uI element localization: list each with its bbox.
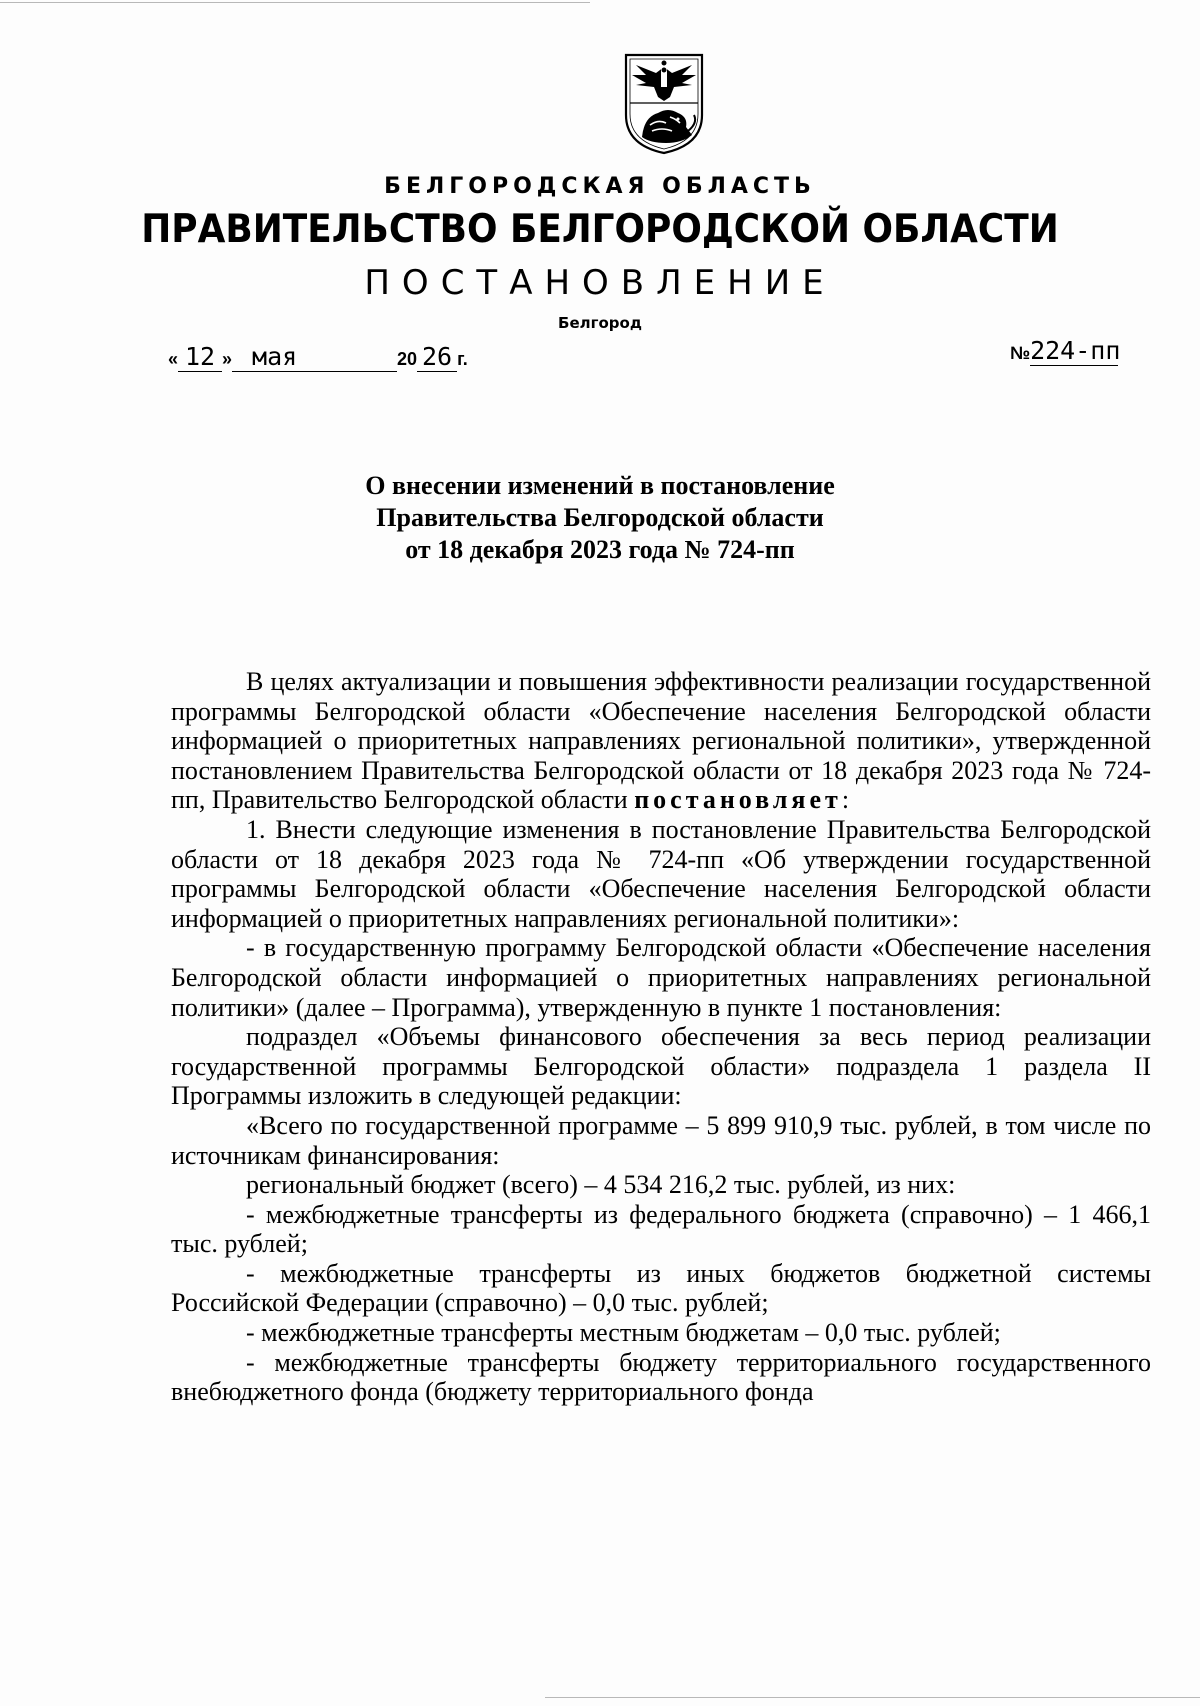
date-close-quote: » [222, 349, 233, 369]
date-month: мая [232, 342, 397, 372]
document-type-heading: ПОСТАНОВЛЕНИЕ [364, 263, 836, 303]
body-paragraph: подраздел «Объемы финансового обеспечения за весь период реализации государственной программы Белгородской области» подраздела 1 раздела II Программы изложить в следующей редакции: [171, 1022, 1151, 1111]
document-body [171, 667, 1151, 1407]
body-paragraph: «Всего по государственной программе – 5 899 910,9 тыс. рублей, в том числе по источникам финансирования: [171, 1110, 1151, 1170]
title-line: О внесении изменений в постановление [365, 471, 835, 500]
number-sign: № [1010, 343, 1031, 363]
date-open-quote: « [168, 349, 179, 369]
body-paragraph: - межбюджетные трансферты из иных бюджетов бюджетной системы Российской Федерации (справочно) – 0,0 тыс. рублей; [171, 1258, 1151, 1318]
city-label: Белгород [558, 314, 642, 332]
paragraph-text: В целях актуализации и повышения эффективности реализации государственной программы Белгородской области «Обеспечение населения Белгородской области информацией о приоритетных направлениях региональной политики», утвержденной постановлением Правительства Белгородской области от 18 декабря 2023 года № 724-пп, Правительство Белгородской области [171, 667, 1151, 815]
date-year-prefix: 20 [397, 349, 418, 369]
title-line: от 18 декабря 2023 года № 724-пп [405, 535, 795, 564]
title-line: Правительства Белгородской области [376, 503, 824, 532]
government-heading: ПРАВИТЕЛЬСТВО БЕЛГОРОДСКОЙ ОБЛАСТИ [141, 207, 1059, 252]
body-paragraph [171, 667, 1151, 815]
coat-of-arms-icon [622, 53, 706, 155]
date-year-mark: г. [457, 349, 468, 369]
body-paragraph: 1. Внести следующие изменения в постановление Правительства Белгородской области от 18 декабря 2023 года № 724-пп «Об утверждении государственной программы Белгородской области «Обеспечение населения Белгородской области информацией о приоритетных направлениях региональной политики»: [171, 814, 1151, 933]
document-date [168, 342, 468, 372]
body-paragraph: - в государственную программу Белгородской области «Обеспечение населения Белгородской области информацией о приоритетных направлениях региональной политики» (далее – Программа), утвержденную в пункте 1 постановления: [171, 933, 1151, 1022]
body-paragraph: - межбюджетные трансферты бюджету территориального государственного внебюджетного фонда (бюджету территориального фонда [171, 1347, 1151, 1407]
document-title [0, 470, 1200, 566]
region-heading: БЕЛГОРОДСКАЯ ОБЛАСТЬ [384, 174, 816, 199]
paragraph-end: : [841, 785, 850, 815]
body-paragraph: - межбюджетные трансферты местным бюджетам – 0,0 тыс. рублей; [246, 1318, 1001, 1348]
scan-edge-line [0, 2, 590, 3]
resolution-word: постановляет [634, 785, 842, 815]
date-year: 26 [417, 342, 457, 372]
body-paragraph: региональный бюджет (всего) – 4 534 216,2 тыс. рублей, из них: [246, 1170, 956, 1200]
scan-edge-line [545, 1697, 1200, 1698]
number-value: 224-пп [1030, 336, 1121, 365]
date-day: 12 [178, 342, 222, 372]
body-paragraph: - межбюджетные трансферты из федерального бюджета (справочно) – 1 466,1 тыс. рублей; [171, 1199, 1151, 1259]
document-number [1010, 336, 1121, 366]
